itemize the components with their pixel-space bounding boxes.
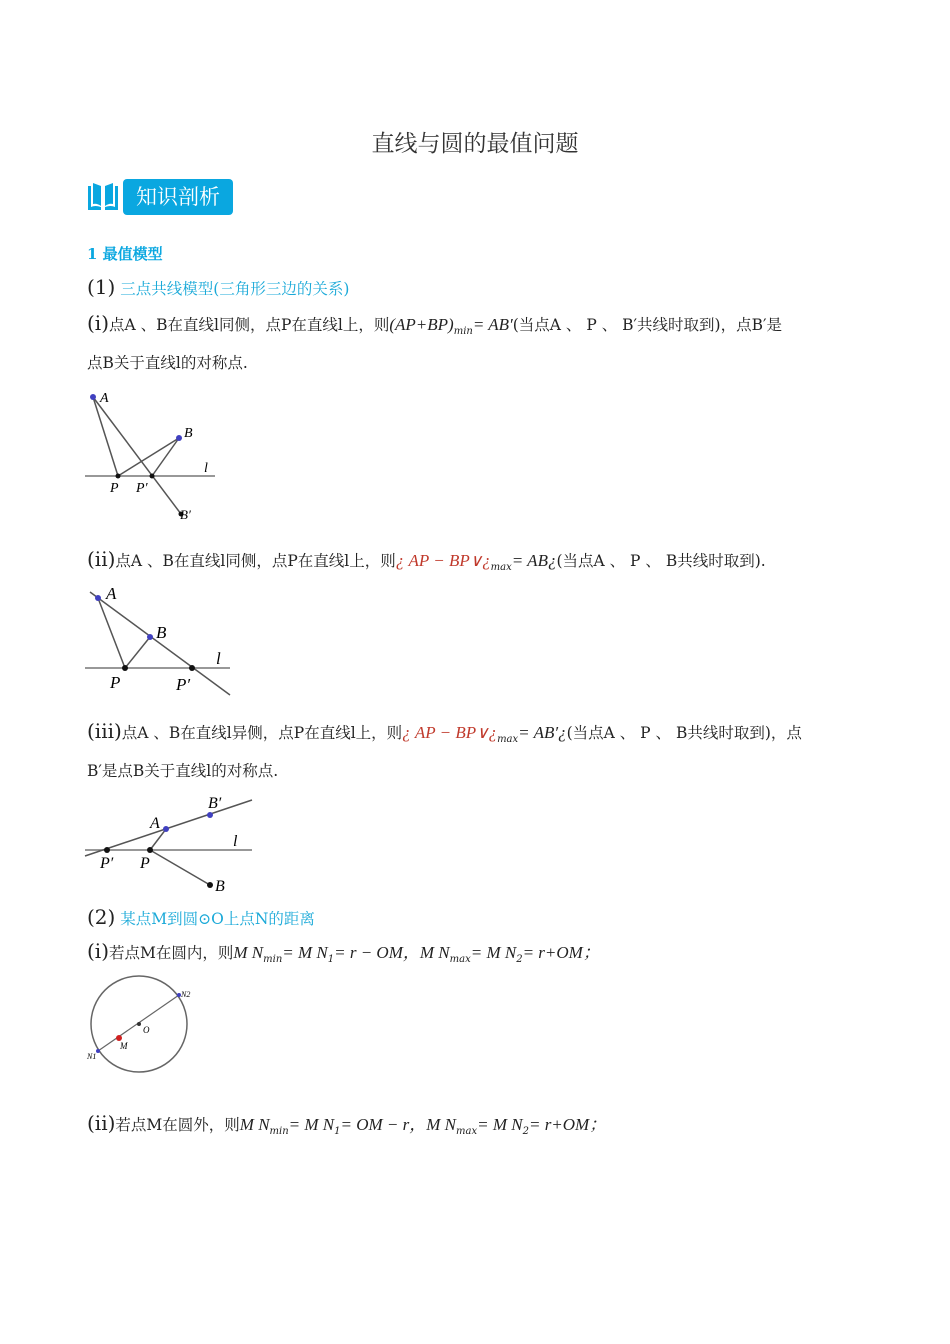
fig1-label-B: B (184, 426, 193, 441)
fig3-label-B-prime: B′ (208, 795, 222, 812)
figure-4 (82, 975, 202, 1079)
fig3-label-P-prime: P′ (100, 855, 114, 872)
part1-case-ii-line1: (ii)点A 、B在直线l同侧，点P在直线l上，则¿ AP − $BP\vee¿_{max}=$ AB¿(当点A 、 P 、 B共线时取到). (87, 547, 766, 573)
fig4-label-O: O (143, 1025, 150, 1035)
part1-case-iii-line1: (iii)点A 、B在直线l异侧，点P在直线l上，则¿ AP − $BP\vee¿_{max}=$ AB′¿(当点A 、 P 、 B共线时取到)，点 (87, 719, 802, 745)
page-title: 直线与圆的最值问题 (371, 131, 579, 157)
fig4-label-M: M (120, 1041, 128, 1051)
fig3-label-B: B (215, 878, 225, 895)
figure-1 (80, 385, 230, 529)
heading-best-value-models: 1 最值模型 (87, 245, 163, 263)
fig2-label-A: A (106, 584, 117, 603)
fig2-label-P: P (110, 673, 121, 692)
part2-case-i-line: (i)若点M在圆内，则M $N_{min}= M$ $N_1= r$ − OM，M $N_{max}= M$ $N_2= r+OM$； (87, 939, 600, 965)
fig4-label-N1: N1 (87, 1052, 97, 1061)
book-icon (86, 180, 120, 214)
figure-3 (80, 790, 260, 904)
fig1-label-l: l (204, 461, 208, 476)
fig3-label-A: A (150, 815, 160, 832)
fig3-label-l: l (233, 833, 238, 850)
fig1-label-A: A (100, 391, 109, 406)
figure-2 (80, 580, 240, 704)
section-label: 知识剖析 (123, 179, 233, 215)
fig1-label-B-prime: B′ (180, 507, 191, 522)
fig2-label-B: B (156, 623, 167, 642)
fig3-label-P: P (140, 855, 150, 872)
part1-heading: (1) 三点共线模型(三角形三边的关系) (87, 275, 350, 299)
fig4-label-N2: N2 (181, 990, 191, 999)
fig1-label-P-prime: P′ (136, 481, 148, 496)
fig2-label-l: l (216, 649, 221, 668)
part2-case-ii-line: (ii)若点M在圆外，则M $N_{min}= M$ $N_1=$ OM − r，M $N_{max}= M$ $N_2= r+OM$； (87, 1111, 607, 1137)
part1-case-i-line1: (i)点A 、B在直线l同侧，点P在直线l上，则$(AP+BP)_{min}= AB'$(当点A 、 P 、 B′共线时取到)，点B′是 (87, 311, 782, 337)
part1-case-iii-line2: B′是点B关于直线l的对称点. (87, 762, 279, 780)
fig2-label-P-prime: P′ (176, 675, 191, 694)
part2-heading: (2) 某点M到圆⊙O上点N的距离 (87, 905, 315, 929)
fig1-label-P: P (110, 481, 119, 496)
part1-case-i-line2: 点B关于直线l的对称点. (87, 354, 248, 372)
